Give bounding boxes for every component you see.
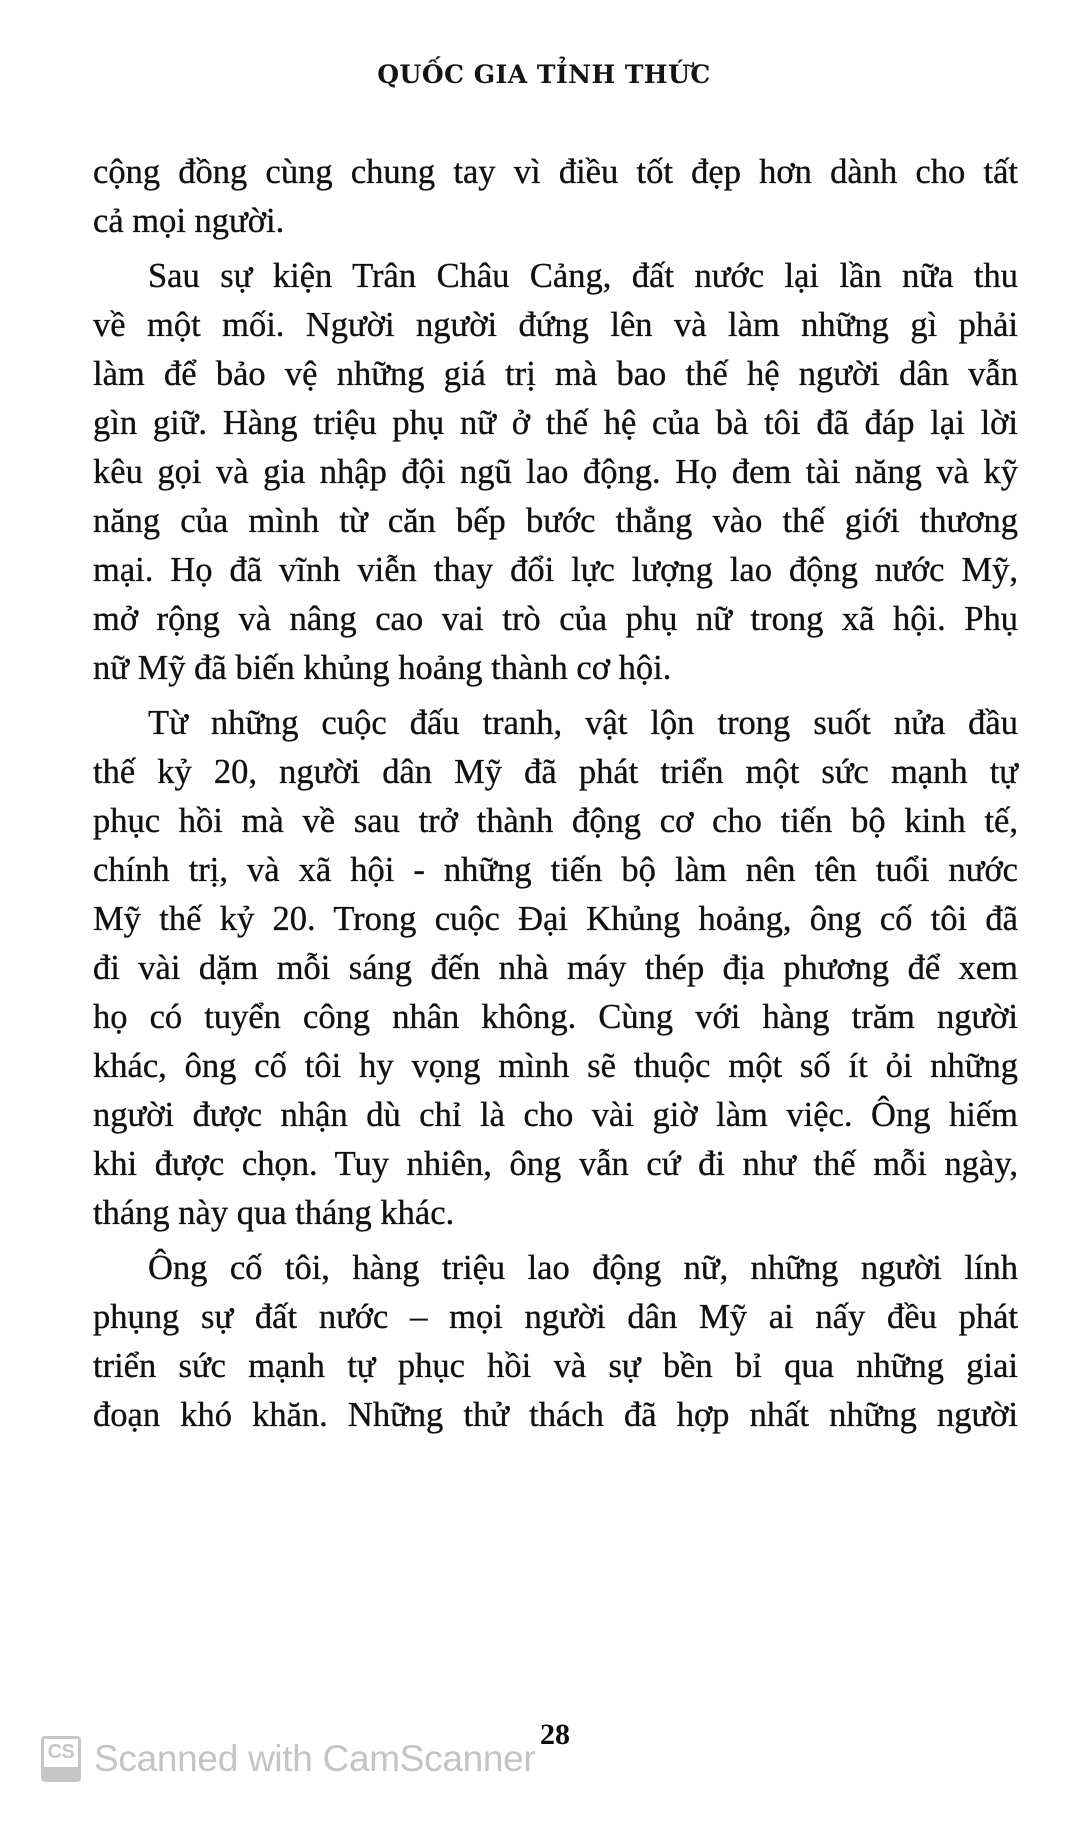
text-line: triển sức mạnh tự phục hồi và sự bền bỉ qua những giai (93, 1347, 1018, 1385)
text-line: khác, ông cố tôi hy vọng mình sẽ thuộc một số ít ỏi những (93, 1047, 1018, 1085)
text-line: về một mối. Người người đứng lên và làm những gì phải (93, 306, 1018, 344)
text-line: làm để bảo vệ những giá trị mà bao thế hệ người dân vẫn (93, 355, 1018, 393)
text-line: mở rộng và nâng cao vai trò của phụ nữ trong xã hội. Phụ (93, 600, 1018, 638)
text-line: Từ những cuộc đấu tranh, vật lộn trong suốt nửa đầu (148, 704, 1018, 742)
text-line: cả mọi người. (93, 202, 285, 240)
paragraph-2 (93, 252, 1018, 693)
text-line: đoạn khó khăn. Những thử thách đã hợp nhất những người (93, 1396, 1018, 1434)
text-line: gìn giữ. Hàng triệu phụ nữ ở thế hệ của bà tôi đã đáp lại lời (93, 404, 1018, 442)
text-line: đi vài dặm mỗi sáng đến nhà máy thép địa phương để xem (93, 949, 1018, 987)
text-line: khi được chọn. Tuy nhiên, ông vẫn cứ đi như thế mỗi ngày, (93, 1145, 1018, 1183)
text-line: phục hồi mà về sau trở thành động cơ cho tiến bộ kinh tế, (93, 802, 1018, 840)
camscanner-logo-bar (44, 1767, 78, 1779)
text-line: họ có tuyển công nhân không. Cùng với hàng trăm người (93, 998, 1018, 1036)
text-line: kêu gọi và gia nhập đội ngũ lao động. Họ đem tài năng và kỹ (93, 453, 1018, 491)
running-header: QUỐC GIA TỈNH THỨC (377, 60, 711, 89)
text-line: phụng sự đất nước – mọi người dân Mỹ ai nấy đều phát (93, 1298, 1018, 1336)
text-line: người được nhận dù chỉ là cho vài giờ làm việc. Ông hiếm (93, 1096, 1018, 1134)
watermark-text: Scanned with CamScanner (94, 1738, 536, 1779)
page-number: 28 (540, 1718, 570, 1751)
text-line: tháng này qua tháng khác. (93, 1194, 455, 1232)
camscanner-watermark (41, 1736, 535, 1782)
paragraph-3 (93, 699, 1018, 1238)
text-line: nữ Mỹ đã biến khủng hoảng thành cơ hội. (93, 649, 672, 687)
text-line: thế kỷ 20, người dân Mỹ đã phát triển một sức mạnh tự (93, 753, 1018, 791)
text-line: cộng đồng cùng chung tay vì điều tốt đẹp hơn dành cho tất (93, 153, 1018, 191)
camscanner-logo-text: CS (47, 1741, 75, 1763)
camscanner-logo-icon (41, 1736, 81, 1782)
text-line: mại. Họ đã vĩnh viễn thay đổi lực lượng lao động nước Mỹ, (93, 551, 1018, 589)
text-line: Sau sự kiện Trân Châu Cảng, đất nước lại lần nữa thu (148, 257, 1018, 295)
text-line: Mỹ thế kỷ 20. Trong cuộc Đại Khủng hoảng, ông cố tôi đã (93, 900, 1018, 938)
paragraph-1 (93, 148, 1018, 246)
body-text (93, 148, 1018, 1446)
text-line: năng của mình từ căn bếp bước thẳng vào thế giới thương (93, 502, 1018, 540)
text-line: chính trị, và xã hội - những tiến bộ làm nên tên tuổi nước (93, 851, 1018, 889)
paragraph-4 (93, 1244, 1018, 1440)
text-line: Ông cố tôi, hàng triệu lao động nữ, những người lính (148, 1249, 1018, 1287)
